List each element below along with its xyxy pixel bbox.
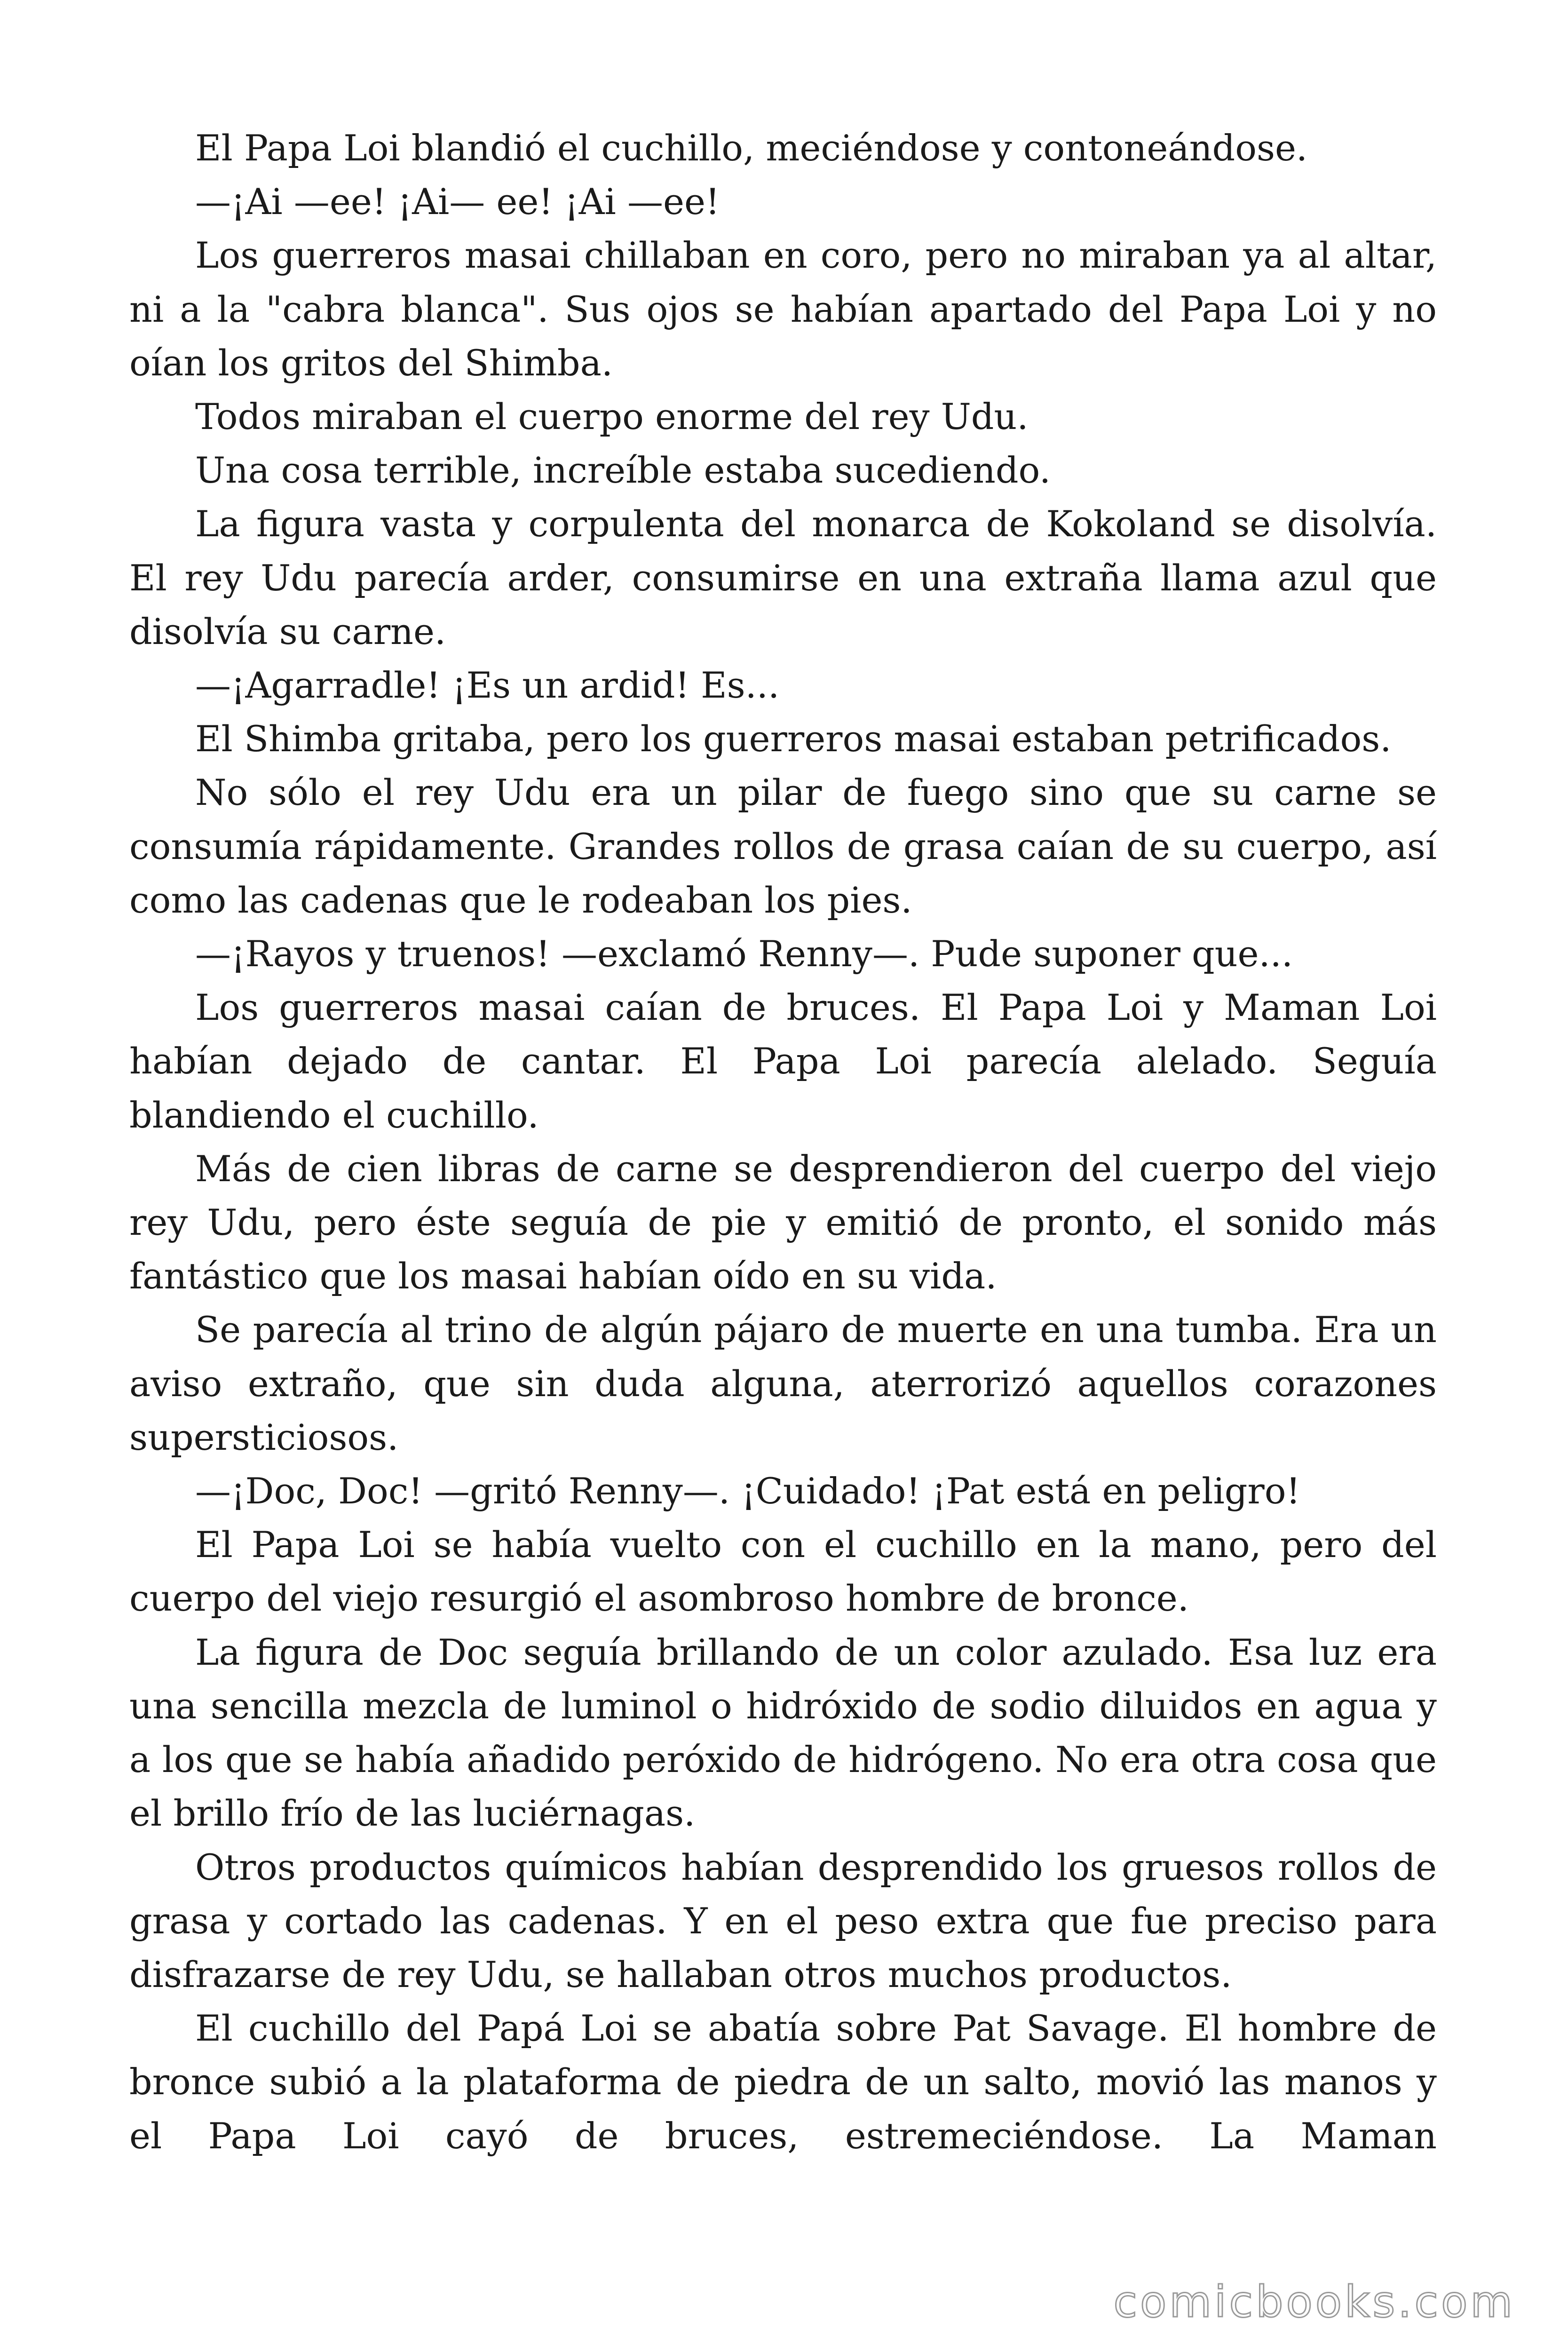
paragraph: —¡Ai —ee! ¡Ai— ee! ¡Ai —ee! bbox=[195, 181, 720, 223]
paragraph: —¡Agarradle! ¡Es un ardid! Es... bbox=[195, 664, 780, 707]
site-watermark: comicbooks.com bbox=[1113, 2277, 1515, 2327]
paragraph: No sólo el rey Udu era un pilar de fuego sino que su carne se consumía rápidamente. Grandes rollos de grasa caían de su cuerpo, así como las cadenas que le rodeaban los pies. bbox=[129, 771, 1437, 921]
paragraph: El Shimba gritaba, pero los guerreros masai estaban petrificados. bbox=[195, 718, 1392, 760]
paragraph: —¡Doc, Doc! —gritó Renny—. ¡Cuidado! ¡Pat está en peligro! bbox=[195, 1470, 1301, 1512]
paragraph: —¡Rayos y truenos! —exclamó Renny—. Pude suponer que... bbox=[195, 933, 1293, 975]
paragraph: Una cosa terrible, increíble estaba sucediendo. bbox=[195, 449, 1051, 492]
paragraph: Los guerreros masai caían de bruces. El Papa Loi y Maman Loi habían dejado de cantar. El Papa Loi parecía alelado. Seguía blandiendo el cuchillo. bbox=[129, 986, 1437, 1136]
paragraph: El Papa Loi se había vuelto con el cuchillo en la mano, pero del cuerpo del viejo resurgió el asombroso hombre de bronce. bbox=[129, 1524, 1437, 1620]
paragraph: El cuchillo del Papá Loi se abatía sobre Pat Savage. El hombre de bronce subió a la plataforma de piedra de un salto, movió las manos y el Papa Loi cayó de bruces, estremeciéndose. La Maman bbox=[129, 2007, 1437, 2157]
paragraph: Se parecía al trino de algún pájaro de muerte en una tumba. Era un aviso extraño, que sin duda alguna, aterrorizó aquellos corazones supersticiosos. bbox=[129, 1309, 1437, 1458]
paragraph: Los guerreros masai chillaban en coro, pero no miraban ya al altar, ni a la "cabra blanca". Sus ojos se habían apartado del Papa Loi y no oían los gritos del Shimba. bbox=[129, 234, 1437, 384]
paragraph: La figura vasta y corpulenta del monarca de Kokoland se disolvía. El rey Udu parecía arder, consumirse en una extraña llama azul que disolvía su carne. bbox=[129, 503, 1437, 652]
body-text bbox=[129, 121, 1437, 2163]
paragraph: Más de cien libras de carne se desprendieron del cuerpo del viejo rey Udu, pero éste seguía de pie y emitió de pronto, el sonido más fantástico que los masai habían oído en su vida. bbox=[129, 1147, 1437, 1297]
paragraph: Otros productos químicos habían desprendido los gruesos rollos de grasa y cortado las cadenas. Y en el peso extra que fue preciso para disfrazarse de rey Udu, se hallaban otros muchos productos. bbox=[129, 1846, 1437, 1995]
paragraph: La figura de Doc seguía brillando de un color azulado. Esa luz era una sencilla mezcla de luminol o hidróxido de sodio diluidos en agua y a los que se había añadido peróxido de hidrógeno. No era otra cosa que el brillo frío de las luciérnagas. bbox=[129, 1631, 1437, 1835]
paragraph: Todos miraban el cuerpo enorme del rey Udu. bbox=[195, 396, 1029, 438]
paragraph: El Papa Loi blandió el cuchillo, meciéndose y contoneándose. bbox=[195, 127, 1308, 169]
